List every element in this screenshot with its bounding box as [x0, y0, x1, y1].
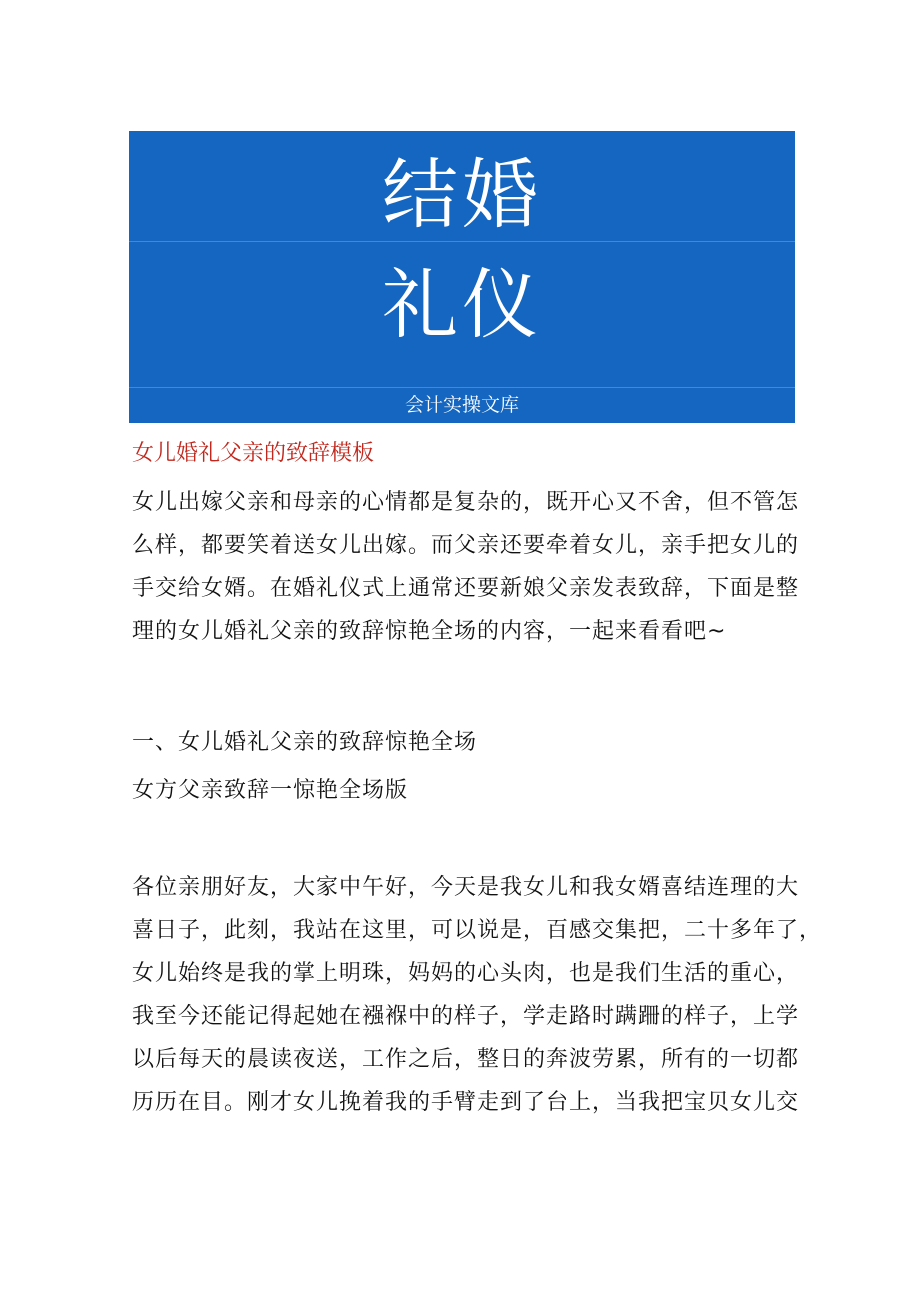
speech-line: 历历在目。刚才女儿挽着我的手臂走到了台上，当我把宝贝女儿交 — [132, 1090, 800, 1115]
banner-rule — [129, 387, 795, 388]
speech-line: 女儿始终是我的掌上明珠，妈妈的心头肉，也是我们生活的重心， — [132, 961, 800, 986]
cover-banner — [129, 131, 795, 423]
speech-paragraph — [132, 866, 823, 1124]
speech-line: 喜日子，此刻，我站在这里，可以说是，百感交集把，二十多年了， — [132, 918, 823, 943]
intro-paragraph — [132, 481, 812, 653]
speech-line: 以后每天的晨读夜送，工作之后，整日的奔波劳累，所有的一切都 — [132, 1047, 800, 1072]
banner-title-line-1: 结婚 — [382, 150, 542, 239]
speech-line: 我至今还能记得起她在襁褓中的样子，学走路时蹒跚的样子，上学 — [132, 1004, 800, 1029]
intro-line: 手交给女婿。在婚礼仪式上通常还要新娘父亲发表致辞，下面是整 — [132, 576, 800, 601]
intro-line: 理的女儿婚礼父亲的致辞惊艳全场的内容，一起来看看吧~ — [132, 619, 727, 644]
document-title: 女儿婚礼父亲的致辞模板 — [132, 441, 375, 466]
banner-subtitle: 会计实操文库 — [404, 394, 519, 416]
sub-heading: 女方父亲致辞一惊艳全场版 — [132, 778, 409, 803]
section-heading: 一、女儿婚礼父亲的致辞惊艳全场 — [132, 730, 478, 755]
banner-title-line-2: 礼仪 — [382, 260, 542, 349]
intro-line: 么样，都要笑着送女儿出嫁。而父亲还要牵着女儿，亲手把女儿的 — [132, 533, 800, 558]
speech-line: 各位亲朋好友，大家中午好，今天是我女儿和我女婿喜结连理的大 — [132, 875, 800, 900]
intro-line: 女儿出嫁父亲和母亲的心情都是复杂的，既开心又不舍，但不管怎 — [132, 490, 800, 515]
